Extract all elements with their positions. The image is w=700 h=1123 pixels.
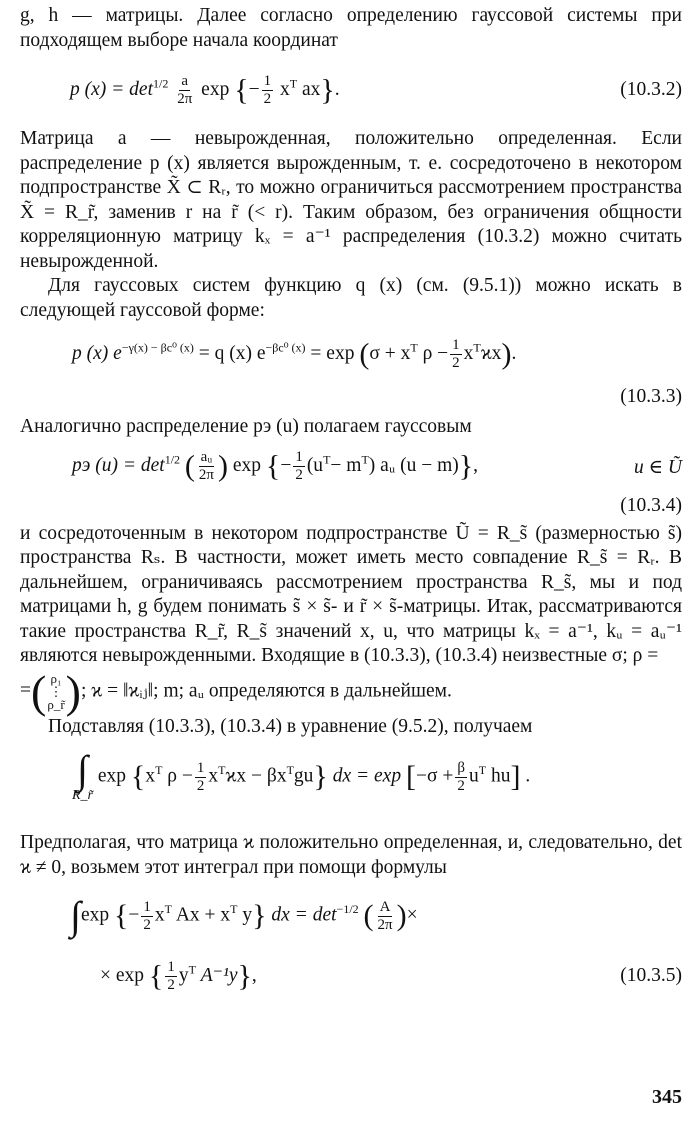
paragraph-7: Предполагая, что матрица ϰ положительно определенная, и, следовательно, det ϰ ≠ 0, возьмем этот интеграл при помощи формулы [20,832,682,878]
equation-10-3-4: pэ $(u) = \det^{1/2}$ ( $\frac{\text{aᵤ}}{2\pi}$ ) exp {− $\frac{1}{2}$ $(u^T- m^T)$ aᵤ (u − m)}, u ∈ Ũ [72,449,682,483]
paragraph-4: Аналогично распределение pэ (u) полагаем гауссовым [20,416,472,437]
equation-number: (10.3.4) [620,494,682,516]
paragraph-1: g, h — матрицы. Далее согласно определению гауссовой системы при подходящем выборе начала координат [20,5,682,51]
equation-10-3-2: p $(x) = \det^{1/2}$ $\frac{a}{2\pi}$ exp {− $\frac{1}{2}$ $x^T$ ax}. (10.3.2) [70,72,682,107]
equation-number: (10.3.2) [620,79,682,100]
paragraph-2: Матрица a — невырожденная, положительно определенная. Если распределение p (x) является вырожденным, т. е. сосредоточено в некотором подпространстве X̃ ⊂ Rᵣ, то можно ограничиться рассмотрением пространства X̃ = R_r̃, заменив r на r̃ (< r). Таким образом, без ограничения общности корреляционную матрицу kₓ = a⁻¹ распределения (10.3.2) можно считать невырожденной. [20,128,682,272]
equation-condition: u ∈ Ũ [633,456,682,478]
paragraph-6: Подставляя (10.3.3), (10.3.4) в уравнение (9.5.2), получаем [48,715,533,737]
equation-10-3-3: p (x) $e^{-\gamma(x) - \beta c^0 (x)} = q$ (x) $e^{-\beta c^0 (x)} = \exp (\sigma + x^T$ ρ − $\frac{1}{2}$ $x^Tϰx$). [72,336,517,371]
equation-10-3-5-line2: × exp { $\frac{1}{2}$ $y^T$ A⁻¹y}, (10.3.5) [100,958,682,993]
equation-number: (10.3.5) [620,965,682,986]
paragraph-5: и сосредоточенным в некотором подпространстве Ũ = R_s̃ (размерностью s̃) пространства Rₛ. В частности, может иметь место совпадение R_s̃ = Rᵣ. В дальнейшем, ограничиваясь рассмотрением пространства R_s̃, мы и под матрицами h, g будем понимать s̃ × s̃- и r̃ × s̃-матрицы. Итак, рассматриваются такие пространства R_r̃, R_s̃ значений x, u, что матрицы kₓ = a⁻¹, kᵤ = aᵤ⁻¹ являются невырожденными. Входящие в (10.3.3), (10.3.4) неизвестные σ; ρ = [20,522,682,666]
equation-number: (10.3.3) [620,386,682,407]
rho-vector: = ( ρ₁ ⋮ ρ_r̃ ) [20,665,81,717]
paragraph-5-cont: = ( ρ₁ ⋮ ρ_r̃ ) ; ϰ = ‖ϰᵢⱼ‖; m; aᵤ определяются в дальнейшем. [20,665,452,717]
paragraph-3: Для гауссовых систем функцию q (x) (см. (9.5.1)) можно искать в следующей гауссовой форме: [20,275,682,321]
integral-equation: ∫ R_r̃ $\exp \{x^T$ ρ − $\frac{1}{2}$ $x^Tϰx - \beta x^Tgu$} dx = exp [−σ + $\frac{\beta}{2}$ $u^T$ hu] . [72,747,531,803]
equation-10-3-5-line1: ∫exp {− $\frac{1}{2}$ $x^T$ $Ax + x^T$ y} dx = $\det^{-1/2}$ ( $\frac{A}{2\pi}$ )× [70,893,418,938]
page-number: 345 [652,1086,682,1108]
book-page [0,4,700,1123]
